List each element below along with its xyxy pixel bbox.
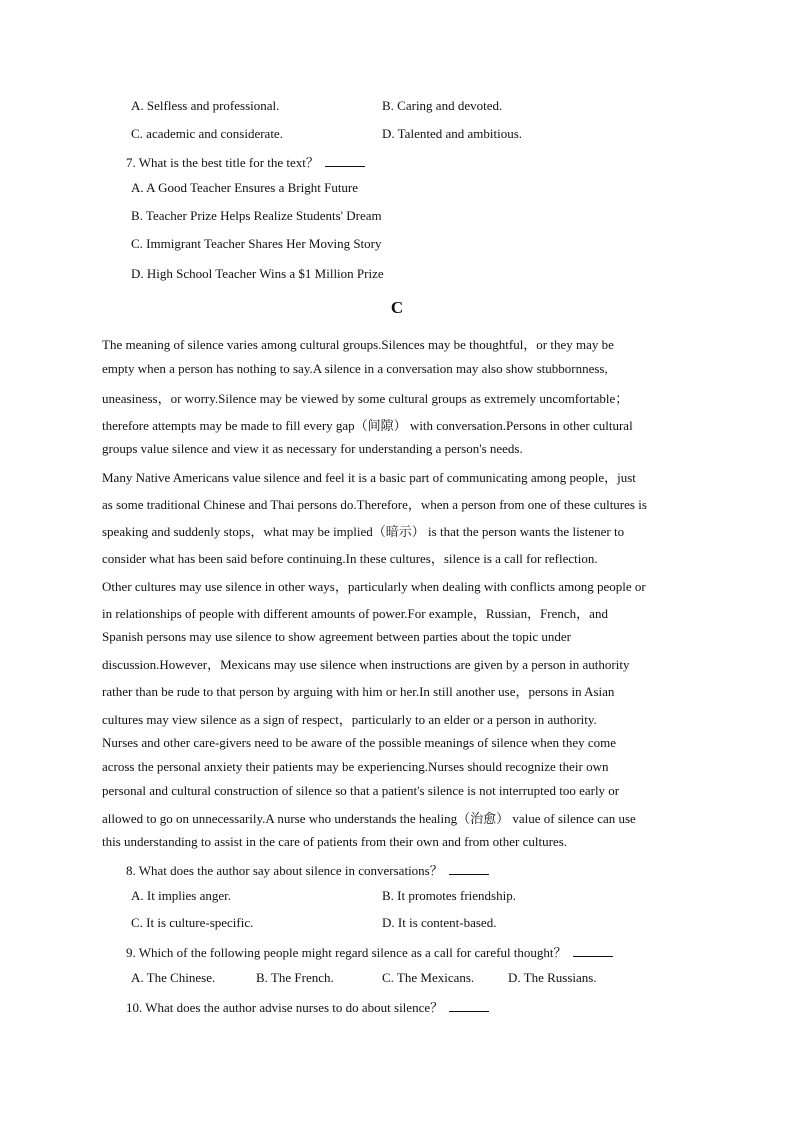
answer-blank[interactable] [573,944,613,957]
q10-question-text: 10. What does the author advise nurses to do about silence？ [126,1000,444,1015]
q6-option-a: A. Selfless and professional. [131,98,280,113]
q6-option-b: B. Caring and devoted. [382,98,503,113]
passage-line: as some traditional Chinese and Thai persons do.Therefore，when a person from one of these cultures is [102,497,647,512]
passage-line: groups value silence and view it as necessary for understanding a person's needs. [102,441,523,456]
q9-question [126,942,613,961]
q8-question [126,860,489,879]
q7-option-b: B. Teacher Prize Helps Realize Students' Dream [131,208,382,223]
passage-line: consider what has been said before continuing.In these cultures，silence is a call for reflection. [102,551,598,566]
section-heading: C [390,298,404,317]
q8-option-a: A. It implies anger. [131,888,232,903]
passage-line: speaking and suddenly stops，what may be implied（暗示） is that the person wants the listener to [102,524,625,539]
q8-question-text: 8. What does the author say about silence in conversations？ [126,863,443,878]
q9-option-b: B. The French. [256,970,334,985]
q9-option-a: A. The Chinese. [131,970,216,985]
q8-option-d: D. It is content-based. [382,915,497,930]
passage-line: this understanding to assist in the care of patients from their own and from other cultures. [102,834,567,849]
answer-blank[interactable] [449,862,489,875]
passage-line: across the personal anxiety their patients may be experiencing.Nurses should recognize their own [102,759,609,774]
q7-option-c: C. Immigrant Teacher Shares Her Moving Story [131,236,382,251]
passage-line: in relationships of people with different amounts of power.For example，Russian，French，and [102,606,608,621]
passage-line: cultures may view silence as a sign of respect，particularly to an elder or a person in authority. [102,712,597,727]
passage-line: personal and cultural construction of silence so that a patient's silence is not interrupted too early or [102,783,620,798]
q7-question-text: 7. What is the best title for the text？ [126,155,319,170]
passage-line: Spanish persons may use silence to show agreement between parties about the topic under [102,629,571,644]
passage-line: Many Native Americans value silence and feel it is a basic part of communicating among people，just [102,470,636,485]
passage-line: rather than be rude to that person by arguing with him or her.In still another use，persons in Asian [102,684,615,699]
q7-option-d: D. High School Teacher Wins a $1 Million Prize [131,266,384,281]
passage-line: allowed to go on unnecessarily.A nurse who understands the healing（治愈） value of silence can use [102,811,636,826]
q7-question [126,152,365,171]
q6-option-c: C. academic and considerate. [131,126,283,141]
passage-line: Nurses and other care-givers need to be aware of the possible meanings of silence when they come [102,735,617,750]
answer-blank[interactable] [325,154,365,167]
q9-option-c: C. The Mexicans. [382,970,475,985]
q8-option-c: C. It is culture-specific. [131,915,254,930]
passage-line: The meaning of silence varies among cultural groups.Silences may be thoughtful，or they may be [102,337,614,352]
passage-line: discussion.However，Mexicans may use silence when instructions are given by a person in authority [102,657,630,672]
q8-option-b: B. It promotes friendship. [382,888,516,903]
q10-question [126,997,489,1016]
passage-line: therefore attempts may be made to fill every gap（间隙） with conversation.Persons in other cultural [102,418,633,433]
q9-question-text: 9. Which of the following people might regard silence as a call for careful thought？ [126,945,567,960]
q7-option-a: A. A Good Teacher Ensures a Bright Future [131,180,359,195]
q6-option-d: D. Talented and ambitious. [382,126,523,141]
passage-line: empty when a person has nothing to say.A silence in a conversation may also show stubbornness, [102,361,608,376]
answer-blank[interactable] [449,999,489,1012]
q9-option-d: D. The Russians. [508,970,597,985]
passage-line: Other cultures may use silence in other ways，particularly when dealing with conflicts among people or [102,579,646,594]
passage-line: uneasiness，or worry.Silence may be viewed by some cultural groups as extremely uncomfortable； [102,391,629,406]
